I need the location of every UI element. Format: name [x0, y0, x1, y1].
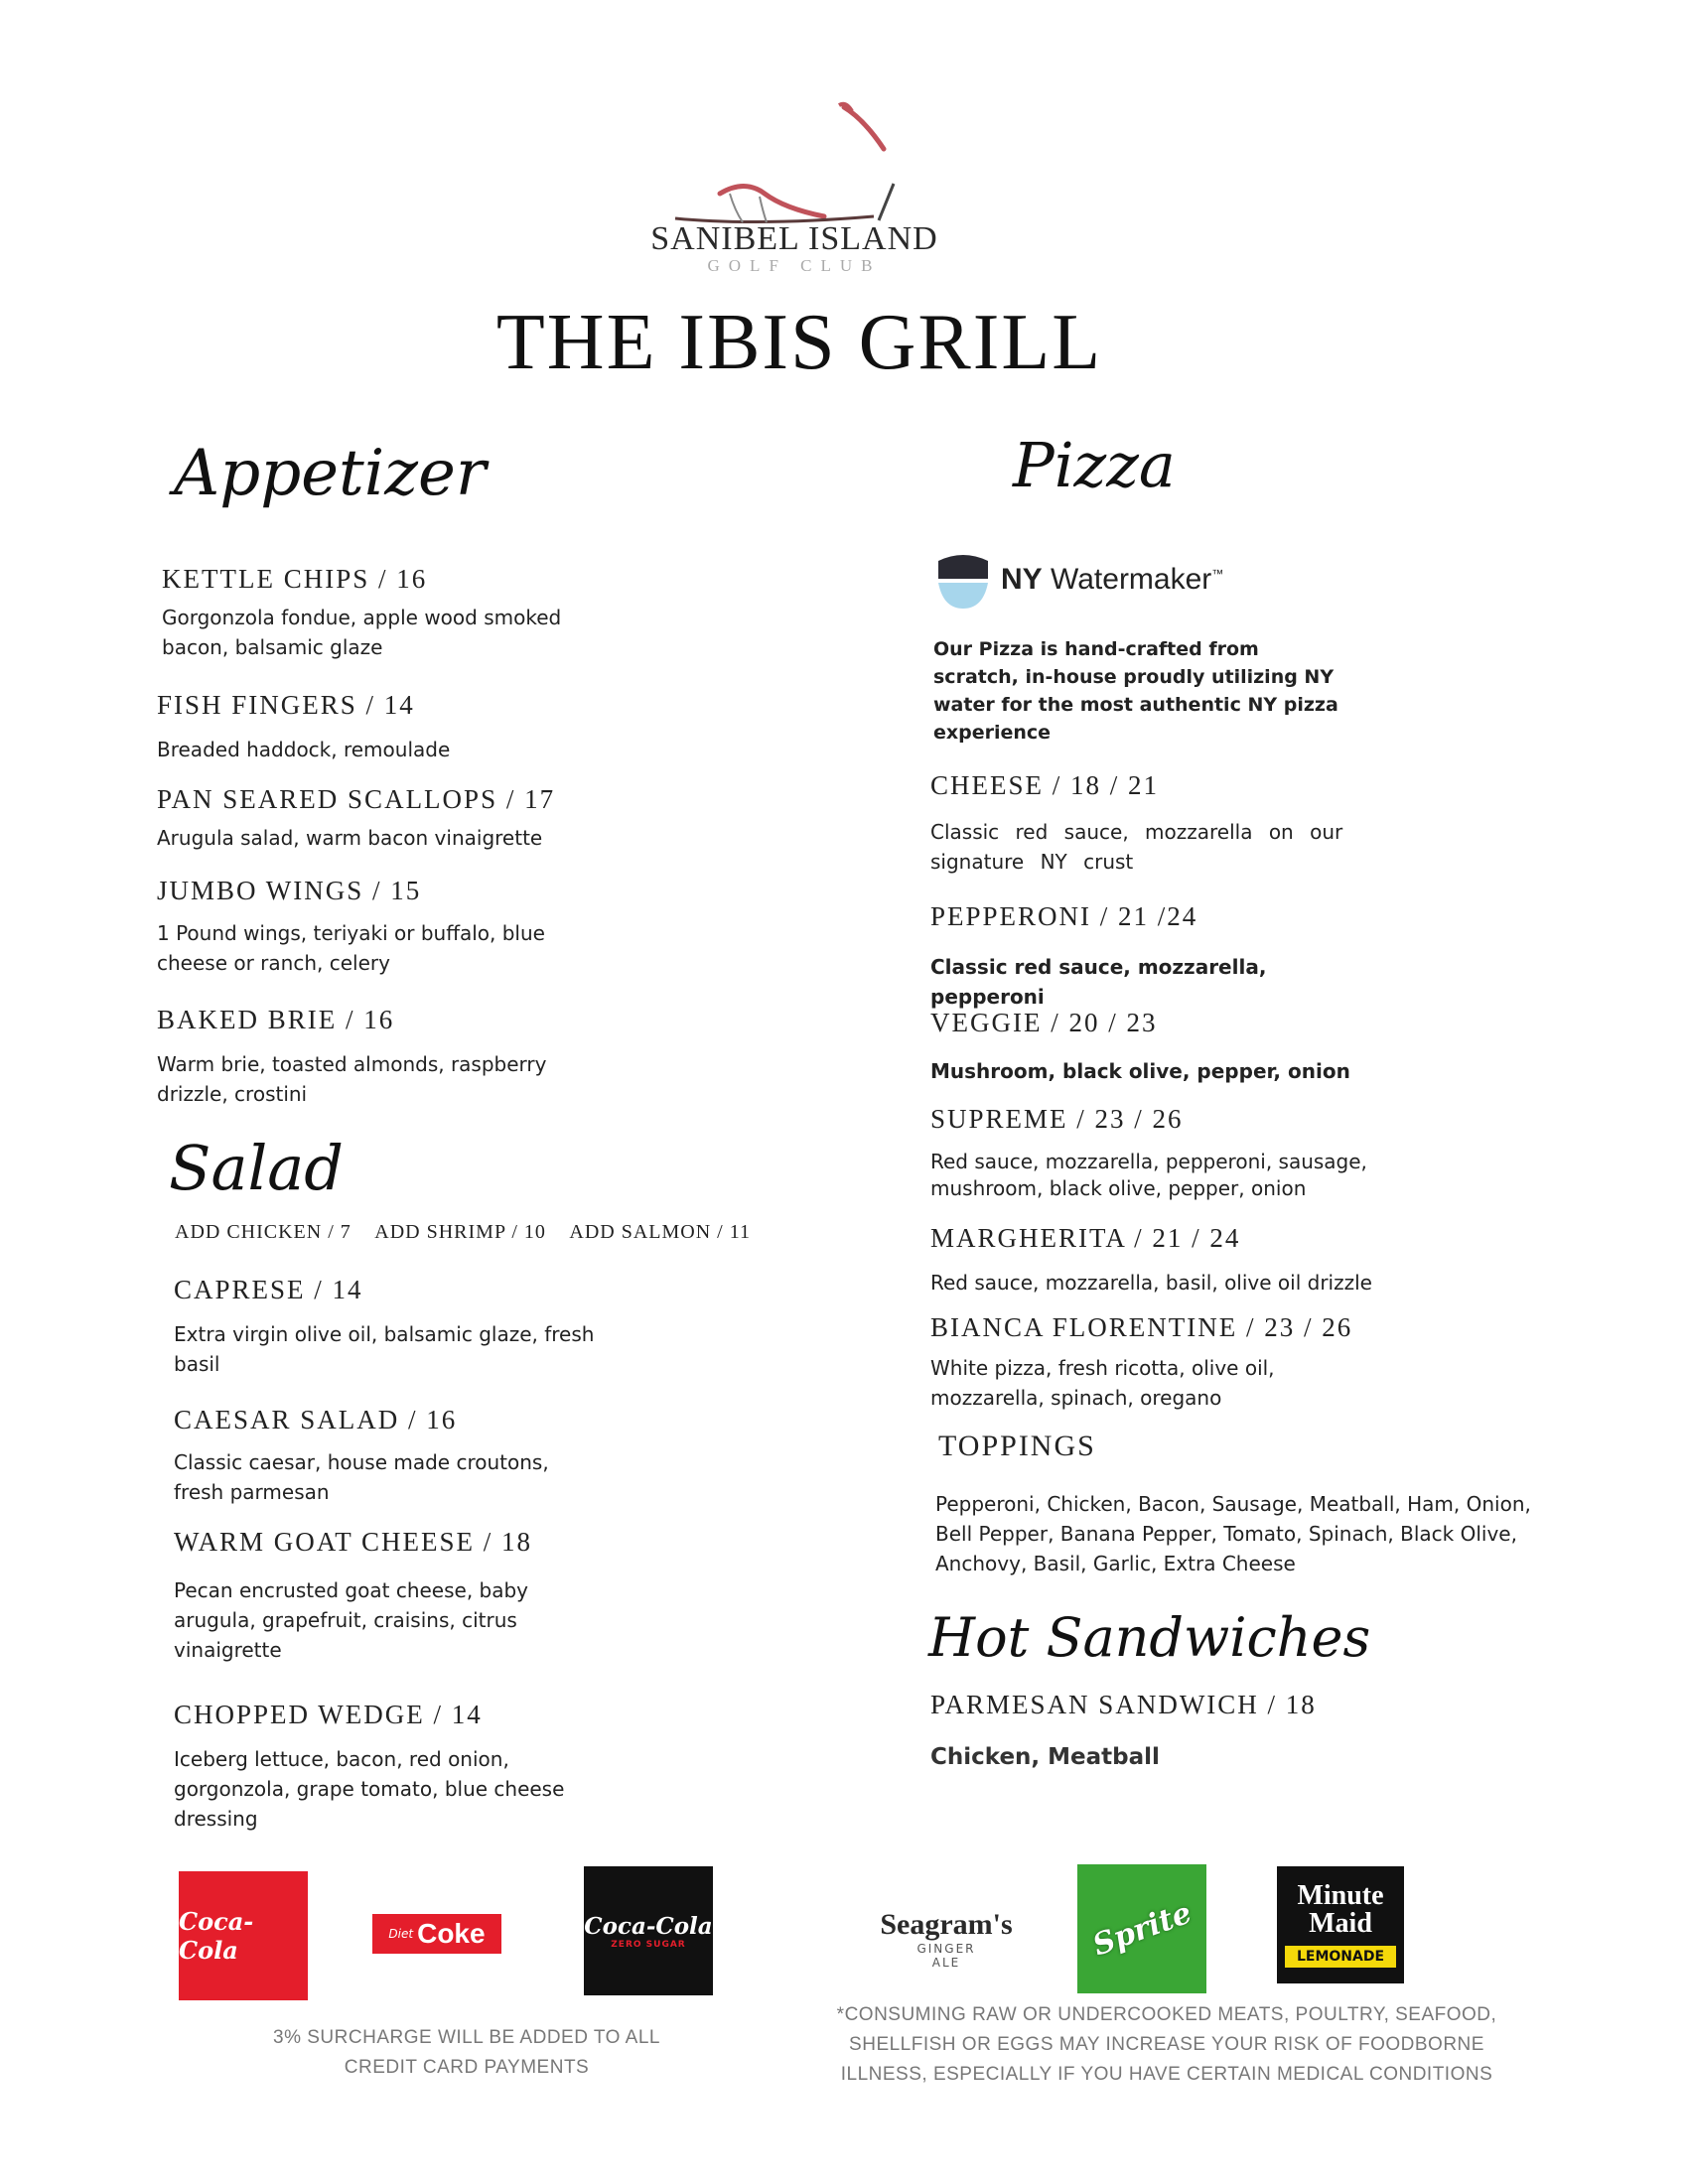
item-title: FISH FINGERS / 14 [157, 690, 415, 720]
pizza-item [930, 1008, 1387, 1086]
page-title: THE IBIS GRILL [495, 299, 1103, 386]
item-description: Breaded haddock, remoulade [157, 738, 451, 761]
pizza-item [930, 1223, 1407, 1297]
seagrams-text: Seagram's [880, 1907, 1013, 1941]
brand-text [1001, 563, 1223, 597]
item-description: Red sauce, mozzarella, basil, olive oil drizzle [930, 1271, 1372, 1295]
item-description: Extra virgin olive oil, balsamic glaze, fresh basil [174, 1322, 595, 1376]
appetizer-item [157, 1005, 604, 1109]
salad-item [174, 1527, 591, 1665]
minute-maid-logo [1277, 1866, 1404, 1983]
item-description: Mushroom, black olive, pepper, onion [930, 1059, 1350, 1083]
coca-cola-logo [179, 1871, 308, 2000]
item-description: Red sauce, mozzarella, pepperoni, sausage, mushroom, black olive, pepper, onion [930, 1150, 1367, 1200]
diet-text: Diet [388, 1927, 414, 1941]
sprite-text: Sprite [1087, 1894, 1196, 1964]
salad-item [174, 1405, 601, 1507]
salad-item [174, 1275, 601, 1379]
pizza-intro: Our Pizza is hand-crafted from scratch, in-house proudly utilizing NY water for the most authentic NY pizza experience [933, 638, 1338, 744]
appetizer-heading: Appetizer [174, 437, 487, 510]
pizza-item [930, 1312, 1357, 1413]
item-title: PARMESAN SANDWICH / 18 [930, 1690, 1317, 1719]
appetizer-item [157, 690, 614, 764]
item-description: 1 Pound wings, teriyaki or buffalo, blue cheese or ranch, celery [157, 921, 545, 975]
brand-bold: NY [1001, 563, 1043, 596]
item-title: SUPREME / 23 / 26 [930, 1104, 1184, 1134]
item-title: JUMBO WINGS / 15 [157, 876, 422, 905]
mm-line2: Maid [1309, 1908, 1372, 1939]
item-title: CHOPPED WEDGE / 14 [174, 1700, 483, 1729]
food-safety-warning: *CONSUMING RAW OR UNDERCOOKED MEATS, POULTRY, SEAFOOD, SHELLFISH OR EGGS MAY INCREASE YOUR RISK OF FOODBORNE ILLNESS, ESPECIALLY IF YOU HAVE CERTAIN MEDICAL CONDITIONS [836, 2004, 1497, 2085]
item-title: CAESAR SALAD / 16 [174, 1405, 458, 1434]
addon-salmon: ADD SALMON / 11 [569, 1221, 751, 1243]
seagrams-logo [872, 1891, 1021, 1985]
toppings-list: Pepperoni, Chicken, Bacon, Sausage, Meatball, Ham, Onion, Bell Pepper, Banana Pepper, Tomato, Spinach, Black Olive, Anchovy, Basil, Garlic, Extra Cheese [935, 1492, 1531, 1575]
pizza-item [930, 770, 1387, 877]
appetizer-item [157, 784, 673, 853]
diet-coke-logo [372, 1914, 501, 1954]
sandwich-item [930, 1690, 1427, 1772]
pizza-item [930, 901, 1387, 1012]
item-description: Classic caesar, house made croutons, fresh parmesan [174, 1450, 549, 1504]
mm-sub: LEMONADE [1285, 1946, 1396, 1968]
item-description: Iceberg lettuce, bacon, red onion, gorgonzola, grape tomato, blue cheese dressing [174, 1747, 565, 1831]
brand-rest: Watermaker [1051, 563, 1212, 596]
zero-sub: ZERO SUGAR [611, 1939, 686, 1950]
hot-sandwiches-heading: Hot Sandwiches [928, 1606, 1371, 1669]
item-description: Warm brie, toasted almonds, raspberry drizzle, crostini [157, 1052, 547, 1106]
credit-card-surcharge-note: 3% SURCHARGE WILL BE ADDED TO ALL CREDIT CARD PAYMENTS [273, 2027, 660, 2078]
item-title: WARM GOAT CHEESE / 18 [174, 1527, 533, 1557]
ny-watermaker-brand [933, 551, 1331, 620]
seagrams-sub: GINGER ALE [916, 1941, 976, 1970]
item-title: MARGHERITA / 21 / 24 [930, 1223, 1241, 1253]
item-title: VEGGIE / 20 / 23 [930, 1008, 1158, 1037]
toppings-title: TOPPINGS [938, 1430, 1096, 1462]
item-description: Pecan encrusted goat cheese, baby arugula, grapefruit, craisins, citrus vinaigrette [174, 1578, 529, 1662]
pizza-heading: Pizza [1013, 429, 1176, 501]
item-title: PAN SEARED SCALLOPS / 17 [157, 784, 556, 814]
item-title: CHEESE / 18 / 21 [930, 770, 1160, 800]
appetizer-item [162, 564, 619, 662]
logo-name: SANIBEL ISLAND [650, 220, 938, 257]
salad-addons [175, 1221, 751, 1244]
coke-word: Coke [417, 1918, 486, 1949]
pizza-item [930, 1104, 1397, 1202]
salad-heading: Salad [169, 1132, 344, 1204]
ibis-bird-icon [635, 99, 953, 228]
addon-chicken: ADD CHICKEN / 7 [175, 1221, 352, 1243]
item-description: Gorgonzola fondue, apple wood smoked bacon, balsamic glaze [162, 606, 562, 659]
item-title: BIANCA FLORENTINE / 23 / 26 [930, 1312, 1353, 1342]
trademark-mark: ™ [1211, 567, 1224, 581]
item-description: Chicken, Meatball [930, 1744, 1160, 1770]
mm-line1: Minute [1297, 1880, 1384, 1911]
sprite-logo [1077, 1864, 1206, 1993]
coke-zero-logo [584, 1866, 713, 1995]
item-title: BAKED BRIE / 16 [157, 1005, 395, 1034]
item-description: White pizza, fresh ricotta, olive oil, mozzarella, spinach, oregano [930, 1356, 1275, 1410]
addon-shrimp: ADD SHRIMP / 10 [374, 1221, 546, 1243]
appetizer-item [157, 876, 574, 978]
item-title: CAPRESE / 14 [174, 1275, 363, 1304]
salad-item [174, 1700, 611, 1834]
zero-text: Coca-Cola [584, 1912, 713, 1940]
logo-subtitle: GOLF CLUB [707, 256, 882, 275]
coke-text: Coca-Cola [179, 1907, 254, 1965]
item-description: Classic red sauce, mozzarella, pepperoni [930, 955, 1267, 1009]
item-title: PEPPERONI / 21 /24 [930, 901, 1198, 931]
water-drop-icon [933, 551, 993, 611]
item-title: KETTLE CHIPS / 16 [162, 564, 428, 594]
item-description: Classic red sauce, mozzarella on our signature NY crust [930, 820, 1343, 874]
club-logo [635, 99, 953, 278]
item-description: Arugula salad, warm bacon vinaigrette [157, 826, 543, 850]
